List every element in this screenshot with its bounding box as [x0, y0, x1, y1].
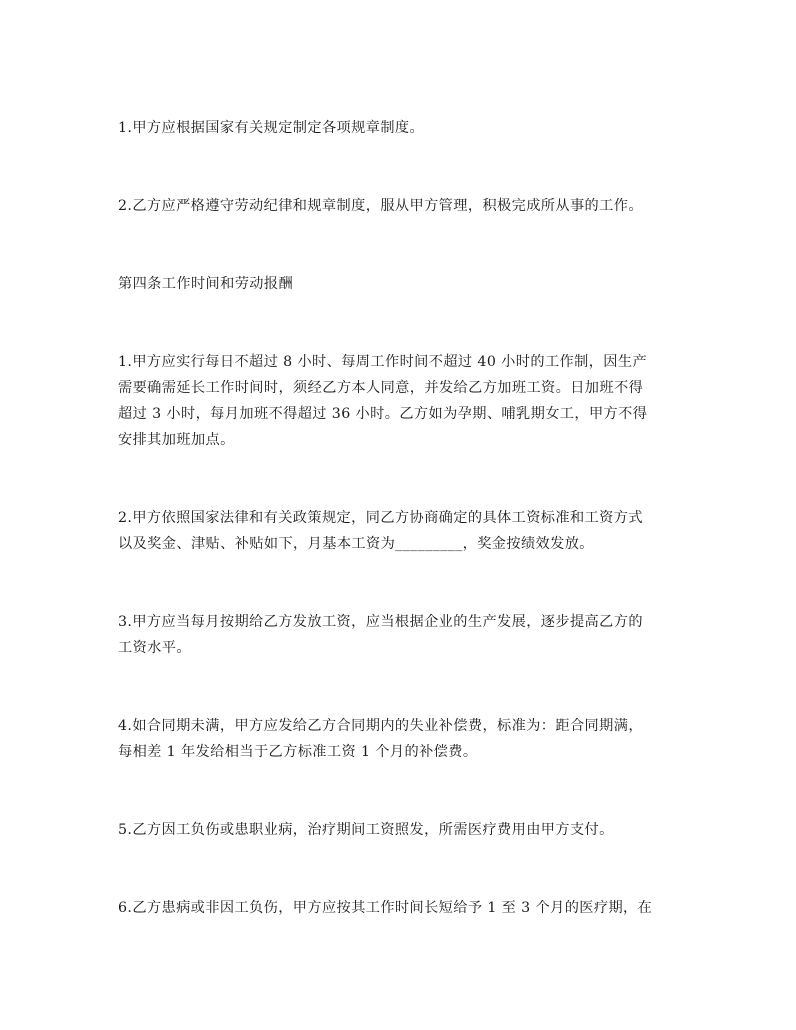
section-heading: 第四条工作时间和劳动报酬 [118, 276, 294, 292]
text-line: 超过 3 小时，每月加班不得超过 36 小时。乙方如为孕期、哺乳期女工，甲方不得 [118, 406, 648, 422]
text-line: 1.甲方应根据国家有关规定制定各项规章制度。 [118, 120, 425, 136]
clause-1-rules [118, 115, 684, 141]
text-line: 2.乙方应严格遵守劳动纪律和规章制度，服从甲方管理，积极完成所从事的工作。 [118, 198, 643, 214]
text-line: 3.甲方应当每月按期给乙方发放工资，应当根据企业的生产发展，逐步提高乙方的 [118, 614, 643, 630]
clause-2-discipline [118, 193, 684, 219]
text-line: 6.乙方患病或非因工负伤，甲方应按其工作时间长短给予 1 至 3 个月的医疗期，在 [118, 900, 653, 916]
text-line: 1.甲方应实行每日不超过 8 小时、每周工作时间不超过 40 小时的工作制，因生产 [118, 354, 648, 370]
text-line: 以及奖金、津贴、补贴如下，月基本工资为_________，奖金按绩效发放。 [118, 536, 594, 552]
text-line: 2.甲方依照国家法律和有关政策规定，同乙方协商确定的具体工资标准和工资方式 [118, 510, 643, 526]
clause-1-working-hours [118, 349, 684, 453]
text-line: 每相差 1 年发给相当于乙方标准工资 1 个月的补偿费。 [118, 744, 478, 760]
text-line: 4.如合同期未满，甲方应发给乙方合同期内的失业补偿费，标准为：距合同期满， [118, 718, 643, 734]
clause-4-compensation [118, 713, 684, 765]
clause-5-work-injury [118, 817, 684, 843]
section-heading-article-4 [118, 271, 684, 297]
clause-3-payment [118, 609, 684, 661]
text-line: 需要确需延长工作时间时，须经乙方本人同意，并发给乙方加班工资。日加班不得 [118, 380, 644, 396]
text-line: 5.乙方因工负伤或患职业病，治疗期间工资照发，所需医疗费用由甲方支付。 [118, 822, 614, 838]
text-line: 安排其加班加点。 [118, 432, 235, 448]
clause-2-wages [118, 505, 684, 557]
clause-6-sick-leave [118, 895, 684, 921]
text-line: 工资水平。 [118, 640, 191, 656]
